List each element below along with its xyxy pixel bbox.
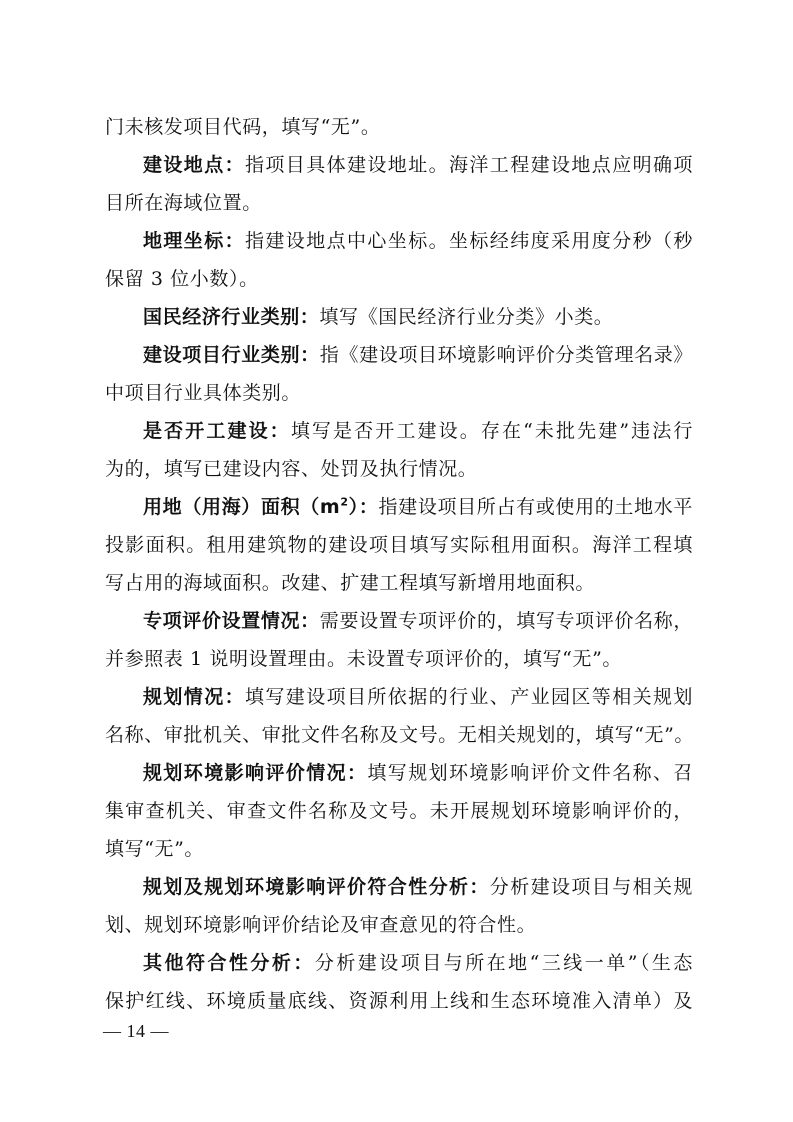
paragraph-construction-started-cont — [105, 450, 693, 488]
superscript: 2 — [340, 495, 349, 509]
term-label: 是否开工建设： — [143, 420, 291, 442]
text-line: 指《建设项目环境影响评价分类管理名录》 — [319, 344, 693, 366]
term-label: 建设地点： — [143, 154, 245, 176]
paragraph-other-conformity-cont — [105, 982, 693, 1020]
paragraph-geo-coordinates-cont — [105, 260, 693, 298]
text-line: 填写建设项目所依据的行业、产业园区等相关规划 — [245, 686, 693, 708]
paragraph-land-area — [105, 488, 693, 526]
paragraph-planning-conformity-cont — [105, 906, 693, 944]
paragraph-construction-location — [105, 146, 693, 184]
paragraph-construction-started — [105, 412, 693, 450]
text-line: 中项目行业具体类别。 — [105, 382, 302, 404]
text-line: 指建设项目所占有或使用的土地水平 — [378, 496, 693, 518]
paragraph-planning-eia-cont — [105, 792, 693, 830]
text-line: 目所在海域位置。 — [105, 192, 262, 214]
text-line: 划、规划环境影响评价结论及审查意见的符合性。 — [105, 914, 537, 936]
text-line: 集审查机关、审查文件名称及文号。未开展规划环境影响评价的， — [105, 800, 693, 822]
paragraph-special-assessment-cont — [105, 640, 693, 678]
text-line: 保护红线、环境质量底线、资源利用上线和生态环境准入清单）及 — [105, 990, 693, 1012]
paragraph-planning-conformity — [105, 868, 693, 906]
paragraph-project-category — [105, 336, 693, 374]
term-label: 规划情况： — [143, 686, 245, 708]
paragraph-industry-category — [105, 298, 693, 336]
paragraph-planning-cont — [105, 716, 693, 754]
term-label: 专项评价设置情况： — [143, 610, 320, 632]
text-line: 填写是否开工建设。存在“未批先建”违法行 — [290, 420, 694, 442]
paragraph-planning-eia-cont — [105, 830, 693, 868]
text-line: 保留 3 位小数）。 — [105, 268, 259, 290]
paragraph-land-area-cont — [105, 526, 693, 564]
term-label — [143, 496, 379, 518]
text-line: 并参照表 1 说明设置理由。未设置专项评价的，填写“无”。 — [105, 648, 622, 670]
term-label: 国民经济行业类别： — [143, 306, 320, 328]
text-line: 写占用的海域面积。改建、扩建工程填写新增用地面积。 — [105, 572, 596, 594]
text-line: 分析建设项目与相关规 — [489, 876, 693, 898]
text-line: 为的，填写已建设内容、处罚及执行情况。 — [105, 458, 478, 480]
text-line: 指项目具体建设地址。海洋工程建设地点应明确项 — [245, 154, 693, 176]
term-label: 地理坐标： — [143, 230, 245, 252]
term-label: 规划环境影响评价情况： — [143, 762, 368, 784]
term-label-part: ）： — [348, 496, 379, 518]
paragraph-project-category-cont — [105, 374, 693, 412]
document-body — [105, 108, 693, 1020]
text-line: 门未核发项目代码，填写“无”。 — [105, 116, 381, 138]
paragraph-land-area-cont — [105, 564, 693, 602]
term-label-part: 用地（用海）面积（m — [143, 496, 341, 518]
page-number: — 14 — — [103, 1021, 169, 1041]
paragraph-planning — [105, 678, 693, 716]
text-line: 指建设地点中心坐标。坐标经纬度采用度分秒（秒 — [245, 230, 693, 252]
paragraph-special-assessment — [105, 602, 693, 640]
term-label: 规划及规划环境影响评价符合性分析： — [143, 876, 490, 898]
paragraph-construction-location-cont — [105, 184, 693, 222]
term-label: 其他符合性分析： — [143, 952, 315, 974]
paragraph-continuation — [105, 108, 693, 146]
paragraph-other-conformity — [105, 944, 693, 982]
text-line: 填写“无”。 — [105, 838, 205, 860]
text-line: 填写《国民经济行业分类》小类。 — [319, 306, 614, 328]
text-line: 投影面积。租用建筑物的建设项目填写实际租用面积。海洋工程填 — [105, 534, 693, 556]
paragraph-planning-eia — [105, 754, 693, 792]
term-label: 建设项目行业类别： — [143, 344, 320, 366]
paragraph-geo-coordinates — [105, 222, 693, 260]
text-line: 填写规划环境影响评价文件名称、召 — [367, 762, 693, 784]
text-line: 需要设置专项评价的，填写专项评价名称， — [319, 610, 693, 632]
text-line: 名称、审批机关、审批文件名称及文号。无相关规划的，填写“无”。 — [105, 724, 695, 746]
text-line: 分析建设项目与所在地“三线一单”（生态 — [314, 952, 693, 974]
